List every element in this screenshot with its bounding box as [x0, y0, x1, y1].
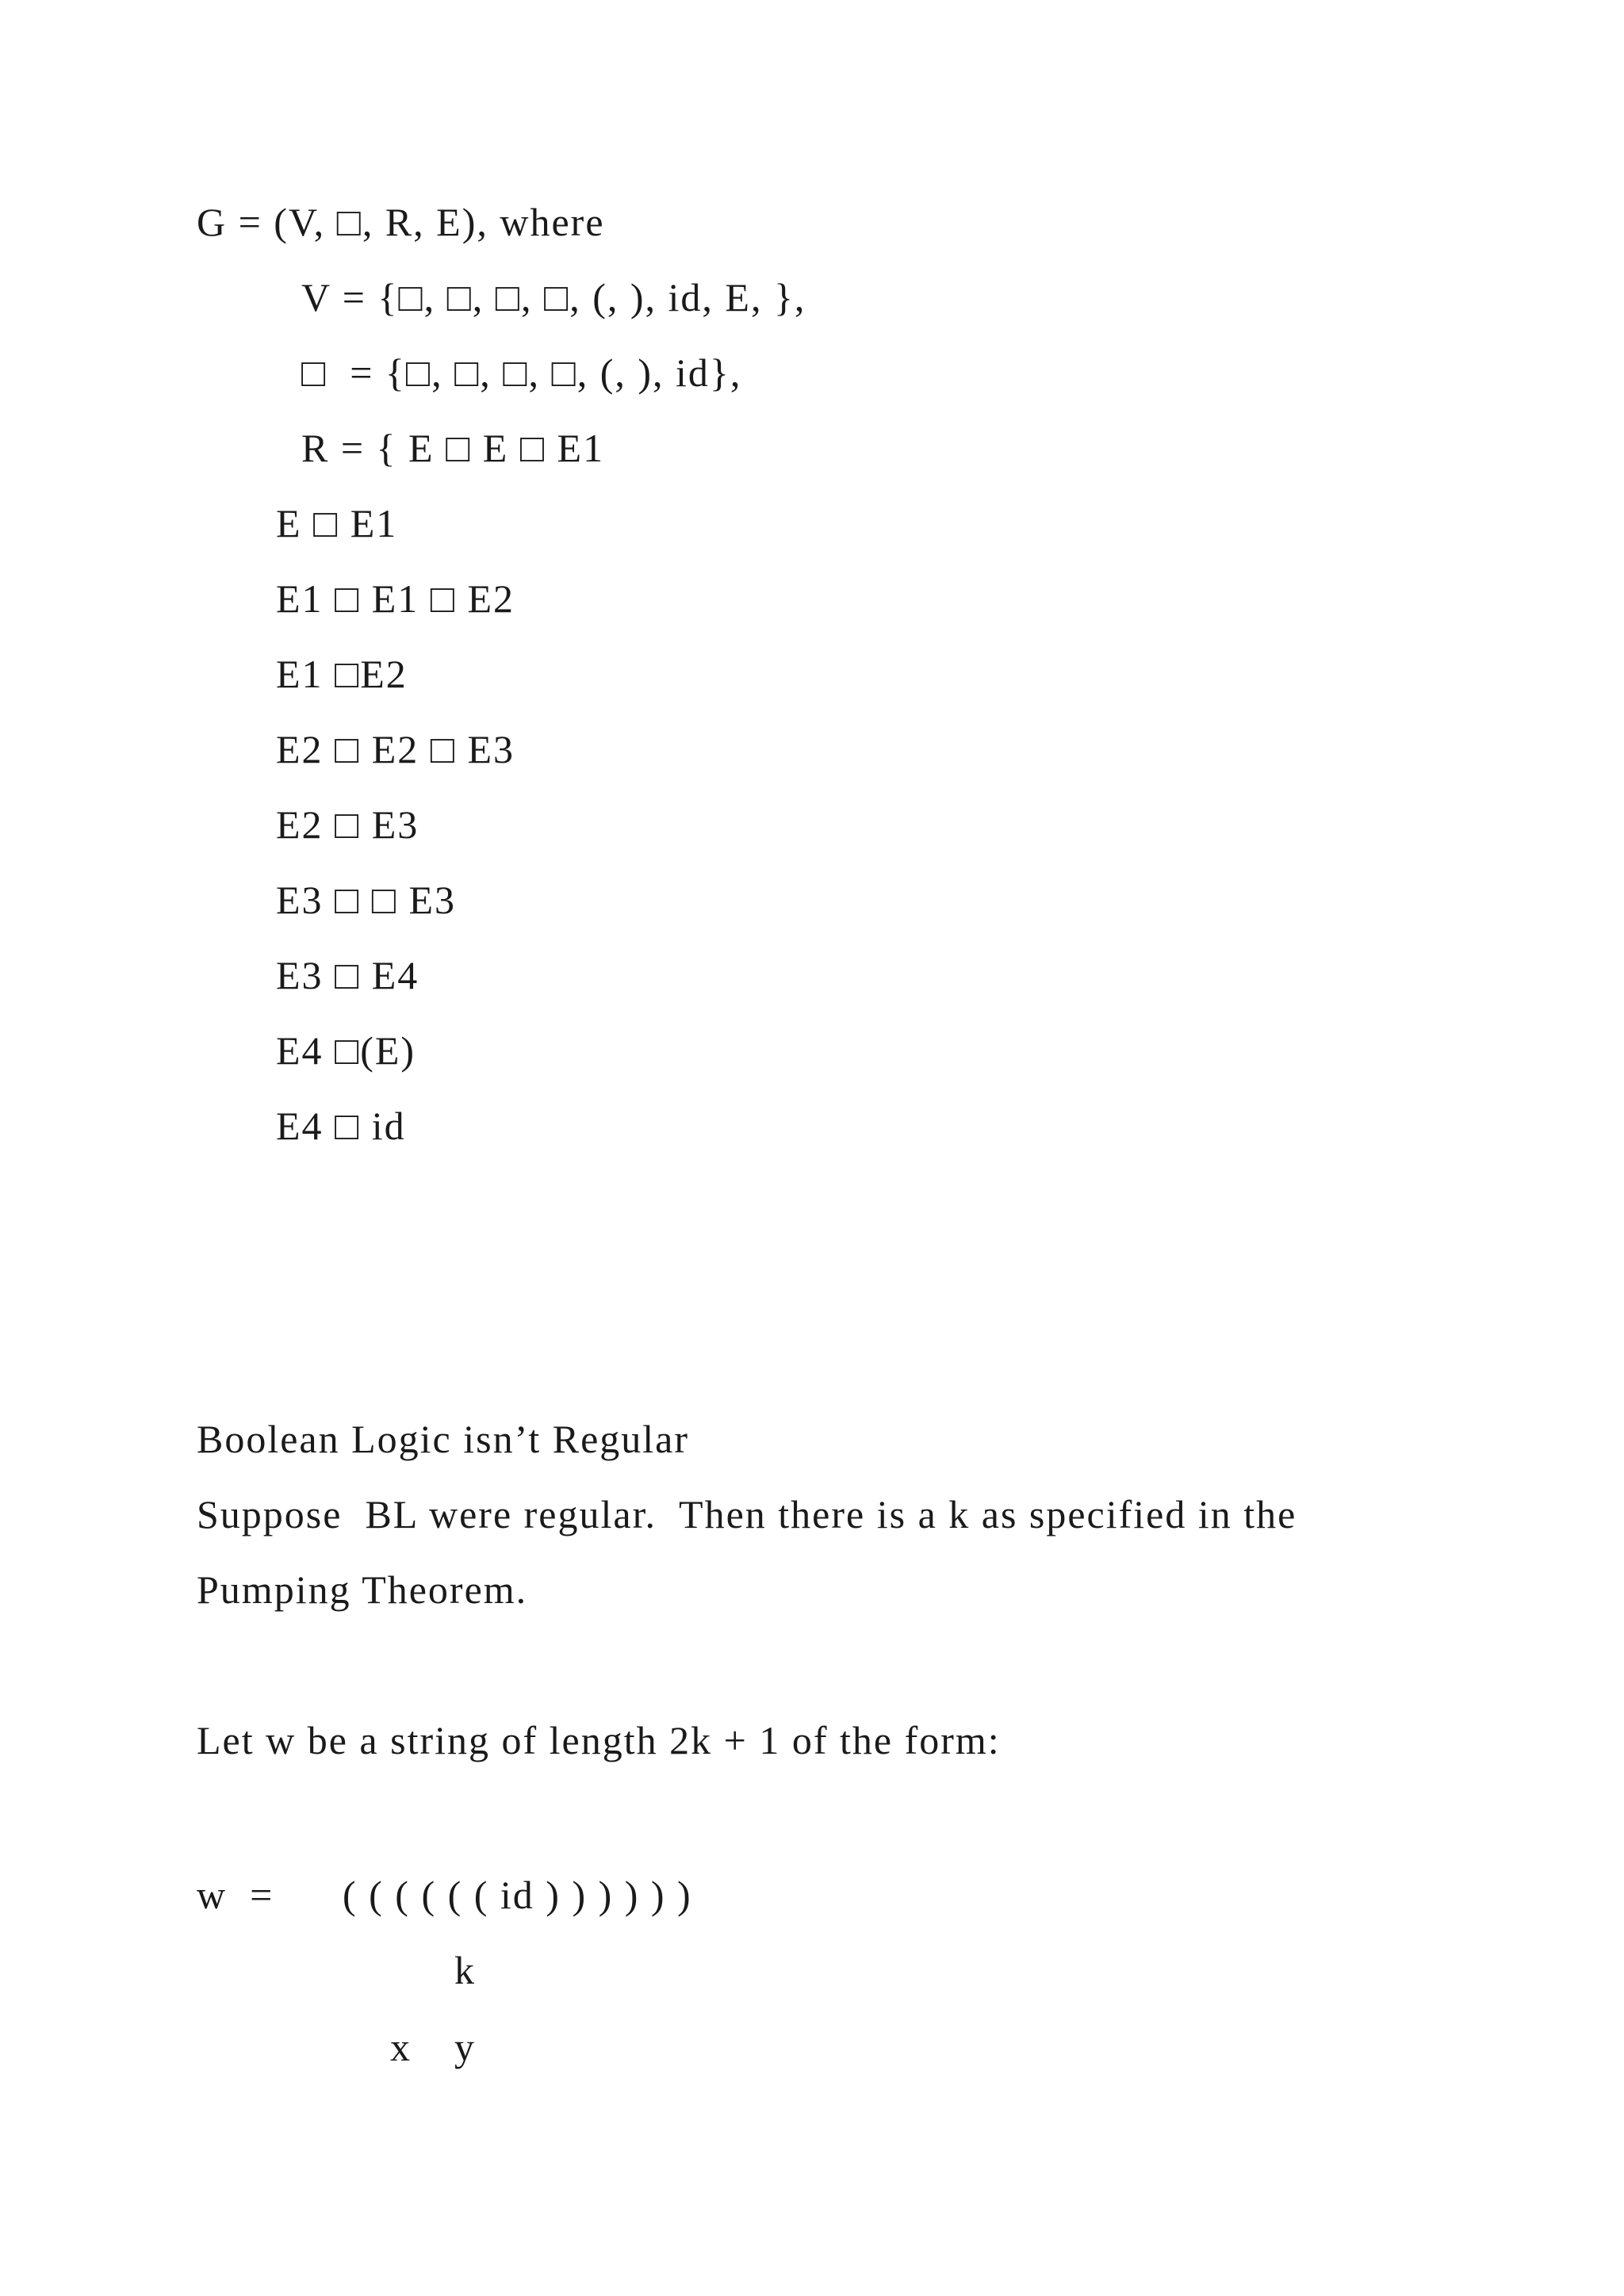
grammar-rule: E □ E1 [276, 501, 398, 545]
y-label: y [454, 2025, 476, 2069]
proof-title: Boolean Logic isn’t Regular [197, 1417, 690, 1461]
grammar-rule: E4 □(E) [276, 1028, 416, 1073]
grammar-sigma-definition: □ = {□, □, □, □, (, ), id}, [301, 350, 742, 395]
proof-w-definition: Let w be a string of length 2k + 1 of the form: [197, 1718, 1001, 1762]
w-label: w = [197, 1873, 274, 1917]
grammar-header: G = (V, □, R, E), where [197, 200, 605, 244]
k-label: k [454, 1948, 476, 1992]
grammar-rule: E2 □ E3 [276, 802, 419, 847]
grammar-rule: E4 □ id [276, 1104, 406, 1148]
grammar-rule: E3 □ □ E3 [276, 878, 456, 922]
grammar-rule: E1 □ E1 □ E2 [276, 576, 515, 621]
proof-paragraph-line: Pumping Theorem. [197, 1567, 528, 1612]
grammar-rule: E3 □ E4 [276, 953, 419, 997]
grammar-rule: E1 □E2 [276, 652, 408, 696]
grammar-rules-open: R = { E □ E □ E1 [301, 426, 605, 470]
x-label: x [390, 2025, 412, 2069]
grammar-v-definition: V = {□, □, □, □, (, ), id, E, }, [301, 275, 806, 320]
proof-paragraph-line: Suppose BL were regular. Then there is a k as specified in the [197, 1492, 1297, 1536]
grammar-rule: E2 □ E2 □ E3 [276, 727, 515, 771]
w-string: ( ( ( ( ( ( id ) ) ) ) ) ) [343, 1873, 692, 1917]
